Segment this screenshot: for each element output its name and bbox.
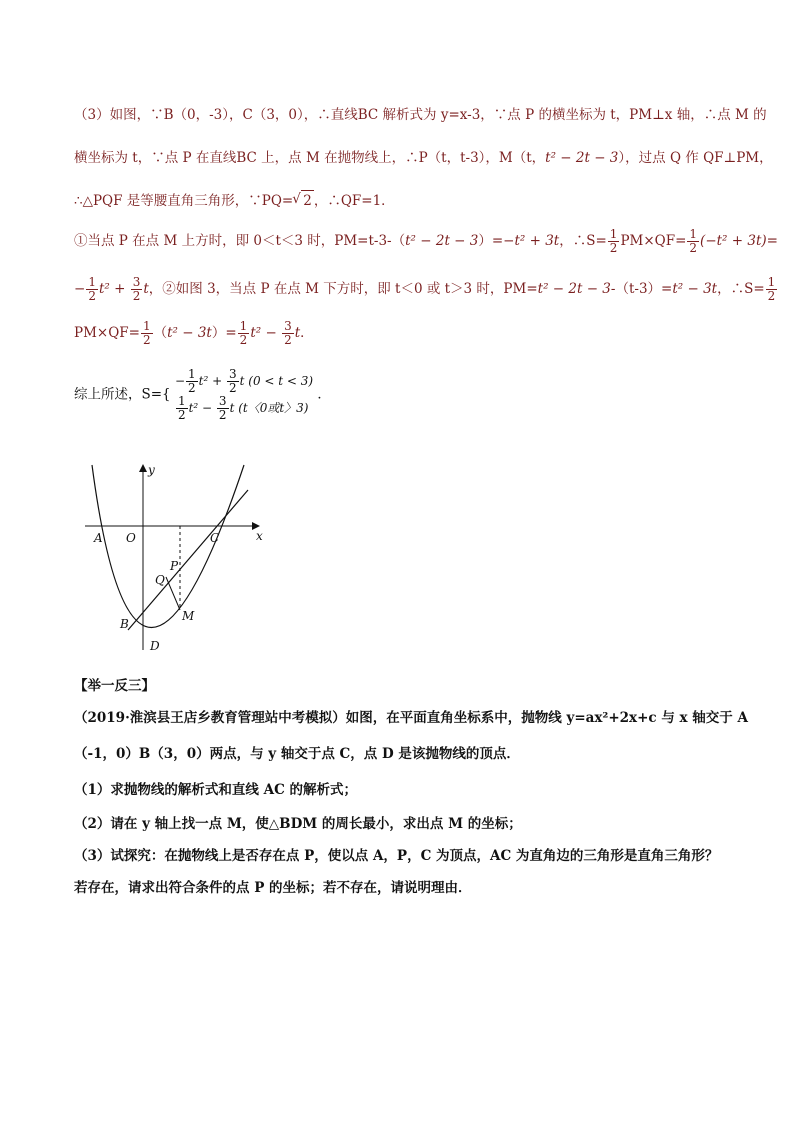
case-2: $\frac{1}{2}$ t² − $\frac{3}{2}$ t (t〈0或t〉3) <box>177 394 309 422</box>
case-1: − $\frac{1}{2}$ t² + $\frac{3}{2}$ t (0 < t < 3) <box>174 367 314 395</box>
question-part-3: （3）试探究：在抛物线上是否存在点 P，使以点 A，P，C 为顶点，AC 为直角边的三角形是直角三角形？ <box>74 848 719 864</box>
fraction-half: $\frac{1}{2}$ <box>767 275 776 303</box>
fraction-half: $\frac{1}{2}$ <box>88 275 96 303</box>
y-axis-arrow <box>139 464 147 472</box>
label-q: Q <box>155 573 165 587</box>
geometry-figure <box>80 460 270 660</box>
label-a: A <box>94 531 103 545</box>
fraction-half: $\frac{1}{2}$ <box>609 227 618 255</box>
summary-piecewise: 综上所述，S={ − $\frac{1}{2}$ t² + $\frac{3}{2}$ t (0 < t < 3) $\frac{1}{2}$ t² − $\frac{3}{2}$ t (t〈0或t〉3) ． <box>74 367 331 422</box>
section-heading: 【举一反三】 <box>74 678 155 694</box>
label-y-axis: y <box>148 463 155 477</box>
segment-qm <box>166 577 180 610</box>
fraction-half: $\frac{1}{2}$ <box>689 227 698 255</box>
fraction-three-halves: $\frac{3}{2}$ <box>132 275 141 303</box>
solution-line-5: − $\frac{1}{2}$ t² + $\frac{3}{2}$ t，②如图 3，当点 P 在点 M 下方时，即 t＜0 或 t＞3 时，PM=t² − 2t − 3-（t-3）=t² − 3t，∴S= $\frac{1}{2}$ <box>74 275 776 303</box>
solution-line-1: （3）如图，∵B（0，-3），C（3，0），∴直线BC 解析式为 y=x-3，∵点 P 的横坐标为 t，PM⊥x 轴，∴点 M 的 <box>74 107 767 123</box>
question-part-3-cont: 若存在，请求出符合条件的点 P 的坐标；若不存在，请说明理由． <box>74 880 472 896</box>
solution-line-3: ∴△PQF 是等腰直角三角形，∵PQ=√ 2 ，∴QF=1． <box>74 190 395 211</box>
label-b: B <box>120 617 129 631</box>
solution-line-4: ①当点 P 在点 M 上方时，即 0＜t＜3 时，PM=t-3-（t² − 2t − 3）=−t² + 3t，∴S= $\frac{1}{2}$ PM×QF= $\frac{1}{2}$ (−t² + 3t)= <box>74 227 778 255</box>
label-o: O <box>126 531 136 545</box>
label-m: M <box>182 609 195 623</box>
solution-line-6: PM×QF= $\frac{1}{2}$ （t² − 3t）= $\frac{1}{2}$ t² − $\frac{3}{2}$ t． <box>74 319 314 347</box>
fraction-half: $\frac{1}{2}$ <box>239 319 248 347</box>
fraction-three-halves: $\frac{3}{2}$ <box>284 319 292 347</box>
question-part-2: （2）请在 y 轴上找一点 M，使△BDM 的周长最小，求出点 M 的坐标； <box>74 816 522 832</box>
solution-line-2: 横坐标为 t，∵点 P 在直线BC 上，点 M 在抛物线上，∴P（t，t-3），M（t，t² − 2t − 3），过点 Q 作 QF⊥PM， <box>74 150 773 166</box>
sqrt-2: √ 2 <box>301 190 314 211</box>
piecewise-cases <box>175 368 313 422</box>
question-part-1: （1）求抛物线的解析式和直线 AC 的解析式； <box>74 782 358 798</box>
label-p: P <box>170 559 179 573</box>
label-x-axis: x <box>256 529 263 543</box>
question-line-2: （-1，0）B（3，0）两点，与 y 轴交于点 C，点 D 是该抛物线的顶点． <box>74 746 520 762</box>
label-d: D <box>150 639 160 653</box>
fraction-half: $\frac{1}{2}$ <box>142 319 151 347</box>
label-c: C <box>210 531 220 545</box>
parabola-curve <box>92 465 244 628</box>
question-line-1: （2019·淮滨县王店乡教育管理站中考模拟）如图，在平面直角坐标系中，抛物线 y=ax²+2x+c 与 x 轴交于 A <box>74 710 748 726</box>
